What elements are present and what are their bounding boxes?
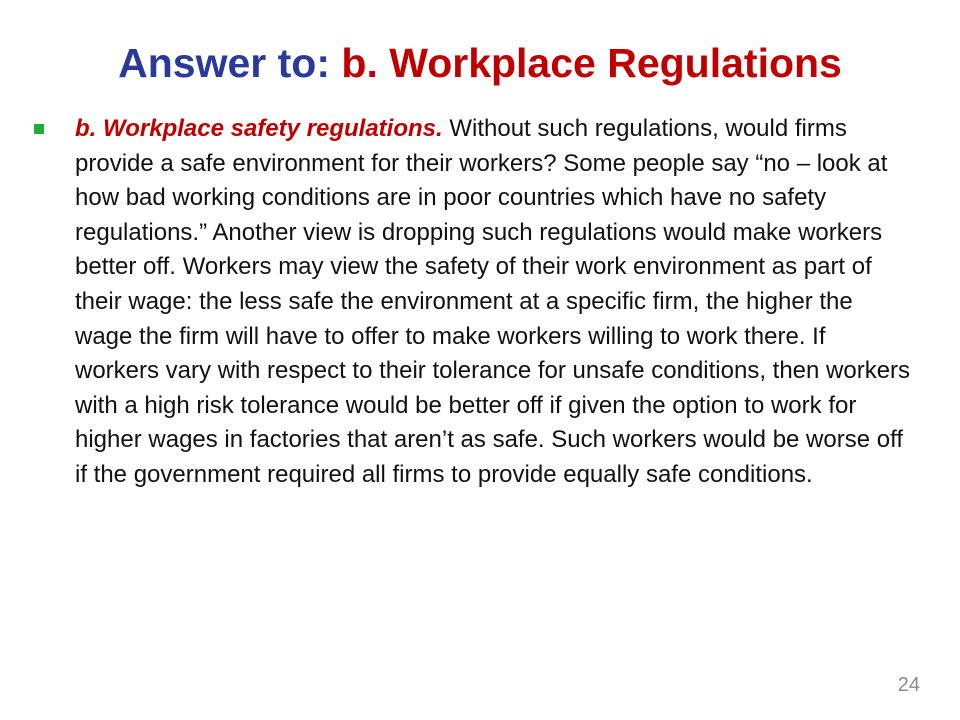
title-main: b. Workplace Regulations <box>341 40 842 86</box>
slide-title <box>0 38 960 88</box>
slide-content <box>34 112 914 493</box>
bullet-paragraph <box>75 112 914 493</box>
title-prefix: Answer to: <box>118 40 330 86</box>
square-bullet-icon <box>34 124 44 134</box>
bullet-item <box>34 112 914 493</box>
bullet-lead: b. Workplace safety regulations. <box>75 115 443 142</box>
bullet-body: Without such regulations, would firms provide a safe environment for their workers? Some people say “no – look at how bad working conditions are in poor countries which have no safety regulations.” Another view is dropping such regulations would make workers better off. Workers may view the safety of their work environment as part of their wage: the less safe the environment at a specific firm, the higher the wage the firm will have to offer to make workers willing to work there. If workers vary with respect to their tolerance for unsafe conditions, then workers with a high risk tolerance would be better off if given the option to work for higher wages in factories that aren’t as safe. Such workers would be worse off if the government required all firms to provide equally safe conditions. <box>75 115 911 488</box>
page-number: 24 <box>897 674 920 696</box>
